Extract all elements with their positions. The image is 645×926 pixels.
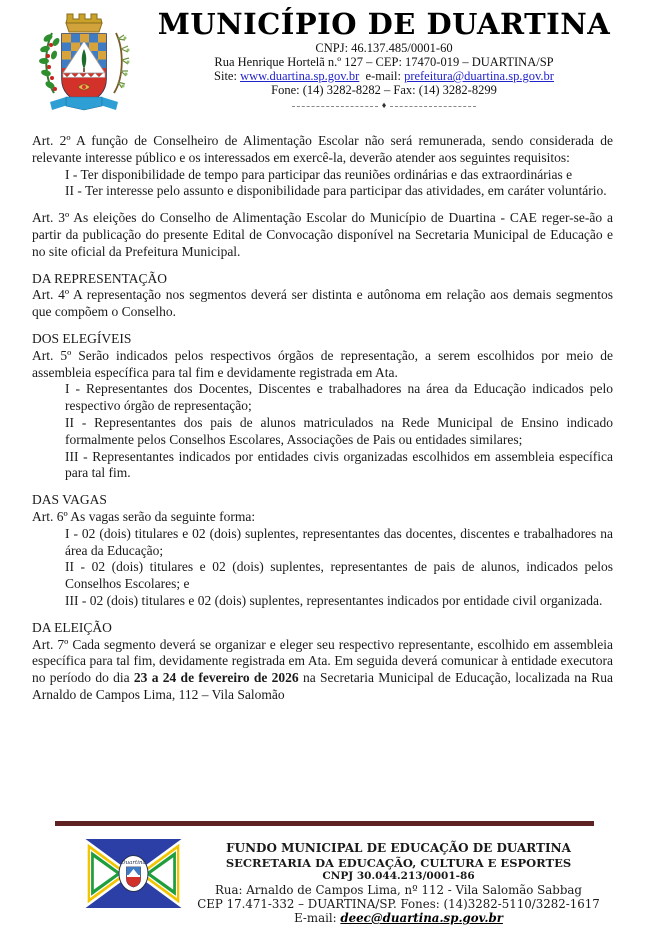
list-item	[65, 415, 613, 449]
text-run: II - Ter interesse pelo assunto e disponibilidade para participar das atividades, em caráter voluntário.	[65, 183, 607, 199]
text-run: Art. 3º As eleições do Conselho de Alimentação Escolar do Município de Duartina - CAE reger-se-ão a partir da publicação do presente Edital de Convocação disponível na Secretaria Municipal de Educação e no site oficial da Prefeitura Municipal.	[32, 210, 613, 259]
divider-dash-right	[390, 106, 476, 107]
list-item	[65, 593, 613, 610]
footer-email-line	[182, 911, 615, 925]
footer-email-link[interactable]: deec@duartina.sp.gov.br	[340, 911, 503, 925]
document-body	[32, 133, 613, 817]
text-run: I - Representantes dos Docentes, Discentes e trabalhadores na área da Educação indicados pelo respectivo órgão de representação;	[65, 381, 613, 414]
paragraph-spacer	[32, 610, 613, 620]
document-paragraph	[32, 348, 613, 382]
text-run: III - Representantes indicados por entidades civis organizadas escolhidos em assembleia específica para tal fim.	[65, 448, 613, 481]
text-run: Art. 5º Serão indicados pelos respectivos órgãos de representação, a serem escolhidos por meio de assembleia específica para tal fim e devidamente registrada em Ata.	[32, 347, 613, 380]
header-address: Rua Henrique Hortelã n.º 127 – CEP: 17470-019 – DUARTINA/SP	[214, 55, 554, 69]
footer-text	[182, 839, 615, 925]
header-site-email	[133, 69, 635, 83]
document-paragraph	[32, 133, 613, 167]
list-item	[65, 559, 613, 593]
header-phone: Fone: (14) 3282-8282 – Fax: (14) 3282-8299	[271, 83, 497, 97]
footer-org-line2: SECRETARIA DA EDUCAÇÃO, CULTURA E ESPORTES	[225, 855, 572, 870]
list-item	[65, 381, 613, 415]
footer-address: Rua: Arnaldo de Campos Lima, nº 112 - Vila Salomão Sabbag	[215, 883, 582, 897]
text-run: 23 a 24 de fevereiro de 2026	[133, 670, 299, 686]
text-run: na Secretaria Municipal de Educação, localizada na Rua Arnaldo de Campos Lima, 112 – Vila Salomão	[32, 670, 613, 702]
municipal-flag-icon	[85, 839, 182, 913]
header-cnpj: CNPJ: 46.137.485/0001-60	[315, 41, 453, 55]
paragraph-spacer	[32, 200, 613, 210]
list-item	[65, 526, 613, 560]
text-run: DAS VAGAS	[32, 492, 107, 508]
text-run: DA REPRESENTAÇÃO	[32, 270, 168, 286]
paragraph-spacer	[32, 261, 613, 271]
header-divider	[133, 100, 635, 110]
list-item	[65, 183, 613, 200]
letterhead-header	[38, 5, 635, 120]
document-paragraph	[32, 210, 613, 260]
text-run: Art. 2º A função de Conselheiro de Alimentação Escolar não será remunerada, sendo considerada de relevante interesse público e os interessados em exercê-la, deverão atender aos seguintes requisitos:	[32, 133, 613, 165]
document-paragraph	[32, 509, 613, 526]
letterfoot	[0, 839, 645, 925]
letterhead-text	[133, 5, 635, 110]
text-run: DA ELEIÇÃO	[32, 619, 112, 635]
paragraph-spacer	[32, 482, 613, 492]
diamond-icon: ♦	[381, 100, 387, 110]
list-item	[65, 167, 613, 184]
flag-oval-text: Duartina	[121, 860, 146, 866]
text-run: I - Ter disponibilidade de tempo para participar das reuniões ordinárias e das extraordinárias e	[65, 166, 573, 182]
footer-email-label: E-mail:	[294, 911, 341, 925]
text-run: II - 02 (dois) titulares e 02 (dois) suplentes, representantes de pais de alunos, indicados pelos Conselhos Escolares; e	[65, 559, 613, 592]
footer-rule	[55, 821, 594, 826]
email-label: e-mail:	[365, 69, 405, 83]
text-run: Art. 6º As vagas serão da seguinte forma:	[32, 508, 256, 524]
footer-cep-phones: CEP 17.471-332 – DUARTINA/SP. Fones: (14)3282-5110/3282-1617	[197, 897, 600, 911]
text-run: II - Representantes dos pais de alunos matriculados na Rede Municipal de Ensino indicado formalmente pelos Conselhos Escolares, Associações de Pais ou entidades similares;	[65, 414, 613, 447]
municipality-title: MUNICÍPIO DE DUARTINA	[157, 7, 611, 41]
section-heading	[32, 331, 613, 348]
email-link[interactable]: prefeitura@duartina.sp.gov.br	[404, 69, 554, 83]
text-run: Art. 7º Cada segmento deverá se organizar e eleger seu respectivo representante, escolhido em assembleia específica para tal fim, devidamente registrada em Ata. Em seguida deverá comunicar à entidade executora no período do dia	[32, 636, 613, 686]
text-run: DOS ELEGÍVEIS	[32, 330, 132, 346]
site-label: Site:	[214, 69, 241, 83]
section-heading	[32, 492, 613, 509]
paragraph-spacer	[32, 321, 613, 331]
list-item	[65, 449, 613, 483]
text-run: Art. 4º A representação nos segmentos deverá ser distinta e autônoma em relação aos demais segmentos que compõem o Conselho.	[32, 287, 613, 320]
document-paragraph	[32, 287, 613, 321]
divider-dash-left	[292, 106, 378, 107]
footer-cnpj: CNPJ 30.044.213/0001-86	[322, 869, 475, 882]
section-heading	[32, 271, 613, 288]
footer-org-line1: FUNDO MUNICIPAL DE EDUCAÇÃO DE DUARTINA	[226, 841, 571, 855]
text-run: III - 02 (dois) titulares e 02 (dois) suplentes, representantes indicados por entidade civil organizada.	[65, 592, 603, 608]
document-paragraph	[32, 637, 613, 704]
section-heading	[32, 620, 613, 637]
municipal-coat-of-arms-icon	[38, 5, 133, 120]
text-run: I - 02 (dois) titulares e 02 (dois) suplentes, representantes das docentes, discentes e trabalhadores na área da Educação;	[65, 525, 613, 558]
site-link[interactable]: www.duartina.sp.gov.br	[240, 69, 360, 83]
